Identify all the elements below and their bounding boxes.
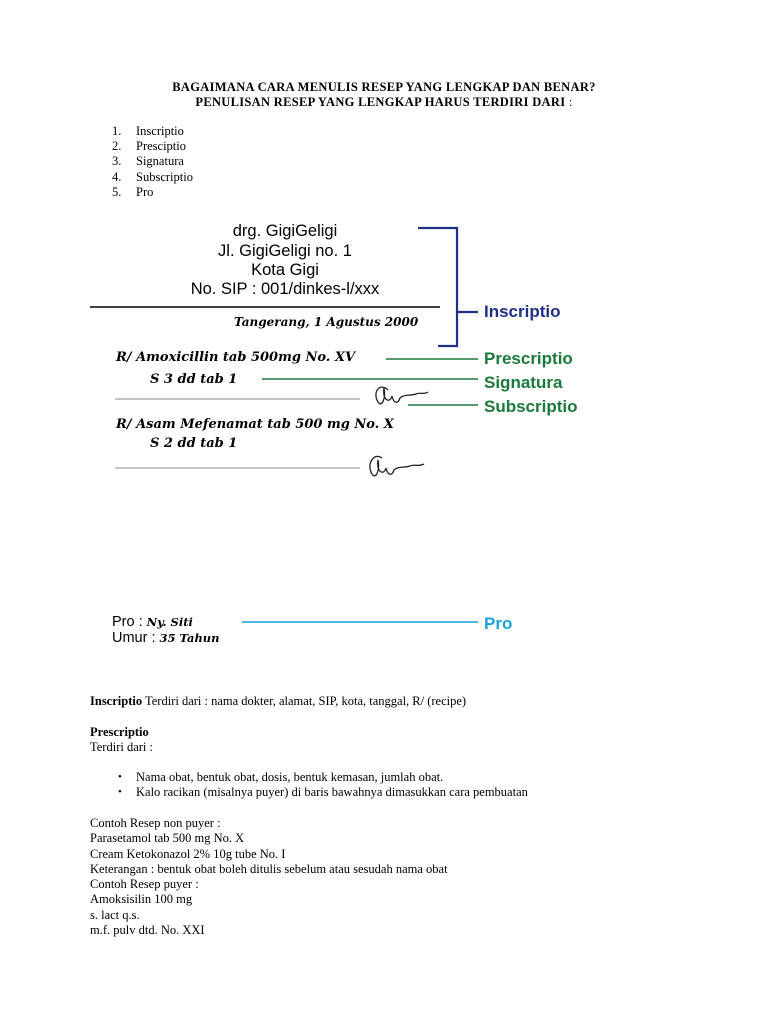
example-text-block	[90, 816, 448, 938]
umur-line: Umur : 35 Tahun	[112, 630, 220, 646]
patient-name: Ny. Siti	[146, 615, 193, 629]
patient-age: 35 Tahun	[159, 631, 220, 645]
label-pro: Pro	[484, 614, 513, 633]
text-line: Amoksisilin 100 mg	[90, 892, 193, 907]
text-line: s. lact q.s.	[90, 907, 140, 922]
label-inscriptio: Inscriptio	[484, 302, 561, 321]
title-line-2: PENULISAN RESEP YANG LENGKAP HARUS TERDIRI DARI	[195, 95, 566, 109]
list-item: 3. Signatura	[112, 154, 184, 169]
text-line: Parasetamol tab 500 mg No. X	[90, 831, 245, 846]
label-signatura: Signatura	[484, 373, 563, 392]
text-line: Cream Ketokonazol 2% 10g tube No. I	[90, 846, 286, 861]
list-item: 4. Subscriptio	[112, 169, 193, 184]
prescriptio-bullets	[112, 770, 528, 801]
text-line: Contoh Resep puyer :	[90, 877, 199, 892]
inscriptio-bracket	[418, 228, 457, 346]
signature-2	[370, 456, 424, 475]
text-line: Contoh Resep non puyer :	[90, 816, 221, 830]
prescription-item-2: R/ Asam Mefenamat tab 500 mg No. X	[116, 417, 394, 432]
title-line-1: BAGAIMANA CARA MENULIS RESEP YANG LENGKAP DAN BENAR?	[172, 80, 596, 94]
title-line-2-colon: :	[568, 95, 573, 109]
prescription-item-1: R/ Amoxicillin tab 500mg No. XV	[116, 350, 356, 365]
label-subscriptio: Subscriptio	[484, 397, 578, 416]
doctor-address: Jl. GigiGeligi no. 1	[218, 242, 352, 260]
text-line: Keterangan : bentuk obat boleh ditulis sebelum atau sesudah nama obat	[90, 861, 448, 876]
doctor-city: Kota Gigi	[251, 261, 319, 279]
label-prescriptio: Prescriptio	[484, 349, 573, 368]
prescription-date: Tangerang, 1 Agustus 2000	[234, 315, 419, 329]
pro-line: Pro : Ny. Siti	[112, 614, 193, 630]
signature-1	[376, 387, 428, 404]
text-line: m.f. pulv dtd. No. XXI	[90, 923, 205, 938]
doctor-name: drg. GigiGeligi	[232, 222, 338, 240]
doctor-sip: No. SIP : 001/dinkes-l/xxx	[190, 280, 380, 298]
list-item: • Nama obat, bentuk obat, dosis, bentuk kemasan, jumlah obat.	[112, 770, 528, 785]
list-item: 2. Presciptio	[112, 139, 186, 154]
prescriptio-heading: Prescriptio	[90, 725, 149, 739]
prescription-item-1-signa: S 3 dd tab 1	[150, 372, 238, 387]
list-item: 1. Inscriptio	[112, 124, 184, 138]
prescriptio-intro: Terdiri dari :	[90, 740, 153, 754]
inscriptio-description: Inscriptio Terdiri dari : nama dokter, alamat, SIP, kota, tanggal, R/ (recipe)	[90, 694, 467, 708]
list-item: 5. Pro	[112, 184, 154, 199]
list-item: • Kalo racikan (misalnya puyer) di baris bawahnya dimasukkan cara pembuatan	[112, 785, 528, 800]
prescription-item-2-signa: S 2 dd tab 1	[150, 436, 238, 451]
